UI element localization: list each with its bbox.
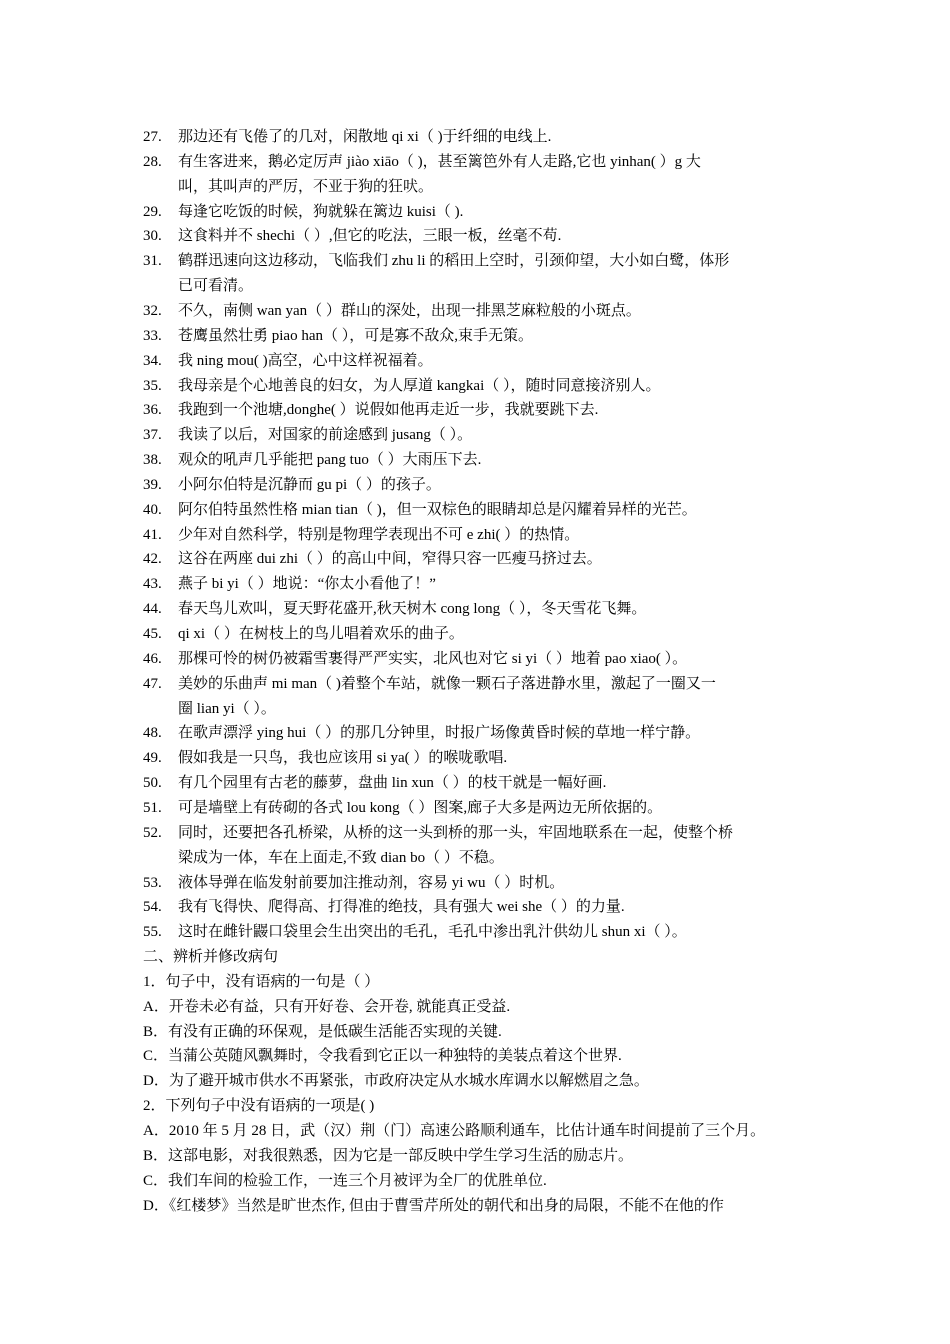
question-number: 35. bbox=[143, 378, 162, 394]
question-number: 52. bbox=[143, 825, 162, 841]
question-text-continued: 叫，其叫声的严厉，不亚于狗的狂吠。 bbox=[178, 179, 434, 195]
question-text: 燕子 bi yi（ ）地说：“你太小看他了！” bbox=[178, 576, 436, 592]
question-text: 苍鹰虽然壮勇 piao han（ ），可是寡不敌众,束手无策。 bbox=[178, 328, 533, 344]
question-number: 31. bbox=[143, 253, 162, 269]
question-text: 这食料并不 shechi（ ）,但它的吃法，三眼一板，丝毫不苟. bbox=[178, 228, 562, 244]
question-number: 41. bbox=[143, 527, 162, 543]
question-text: 我跑到一个池塘,donghe( ）说假如他再走近一步，我就要跳下去. bbox=[178, 402, 599, 418]
question-text-continued: 圈 lian yi（ ）。 bbox=[178, 701, 276, 717]
question-text: 液体导弹在临发射前要加注推动剂，容易 yi wu（ ）时机。 bbox=[178, 875, 565, 891]
question-text: 我母亲是个心地善良的妇女，为人厚道 kangkai（ ），随时同意接济别人。 bbox=[178, 378, 661, 394]
question-number: 44. bbox=[143, 601, 162, 617]
question-number: 53. bbox=[143, 875, 162, 891]
answer-option: B．这部电影，对我很熟悉，因为它是一部反映中学生学习生活的励志片。 bbox=[143, 1148, 634, 1164]
question-text: 这谷在两座 dui zhi（ ）的高山中间，窄得只容一匹瘦马挤过去。 bbox=[178, 551, 602, 567]
answer-option: C．当蒲公英随风飘舞时，令我看到它正以一种独特的美装点着这个世界. bbox=[143, 1048, 622, 1064]
question-number: 42. bbox=[143, 551, 162, 567]
answer-option: A．2010 年 5 月 28 日，武（汉）荆（门）高速公路顺利通车，比估计通车时间提前了三个月。 bbox=[143, 1123, 766, 1139]
question-text: 这时在雌针鼹口袋里会生出突出的毛孔，毛孔中渗出乳汁供幼儿 shun xi（ ）。 bbox=[178, 924, 687, 940]
question-number: 46. bbox=[143, 651, 162, 667]
question-number: 28. bbox=[143, 154, 162, 170]
answer-option: D．《红楼梦》当然是旷世杰作, 但由于曹雪芹所处的朝代和出身的局限，不能不在他的作 bbox=[143, 1198, 724, 1214]
question-text: 春天鸟儿欢叫，夏天野花盛开,秋天树木 cong long（ ），冬天雪花飞舞。 bbox=[178, 601, 647, 617]
question-number: 38. bbox=[143, 452, 162, 468]
question-text: 有生客进来，鹅必定厉声 jiào xiāo（ )，甚至篱笆外有人走路,它也 yinhan( ）g 大 bbox=[178, 154, 701, 170]
question-text: 阿尔伯特虽然性格 mian tian（ )，但一双棕色的眼睛却总是闪耀着异样的光芒。 bbox=[178, 502, 697, 518]
question-number: 29. bbox=[143, 204, 162, 220]
question-stem: 2．下列句子中没有语病的一项是( ) bbox=[143, 1098, 375, 1114]
question-text-continued: 梁成为一体，车在上面走,不致 dian bo（ ）不稳。 bbox=[178, 850, 504, 866]
section-heading: 二、辨析并修改病句 bbox=[143, 949, 279, 965]
answer-option: B．有没有正确的环保观，是低碳生活能否实现的关键. bbox=[143, 1024, 502, 1040]
question-text: 同时，还要把各孔桥梁，从桥的这一头到桥的那一头，牢固地联系在一起，使整个桥 bbox=[178, 825, 734, 841]
question-text: 假如我是一只鸟，我也应该用 si ya( ）的喉咙歌唱. bbox=[178, 750, 508, 766]
question-text: 有几个园里有古老的藤萝，盘曲 lin xun（ ）的枝干就是一幅好画. bbox=[178, 775, 607, 791]
question-number: 40. bbox=[143, 502, 162, 518]
question-number: 49. bbox=[143, 750, 162, 766]
question-number: 32. bbox=[143, 303, 162, 319]
question-text: 不久，南侧 wan yan（ ）群山的深处，出现一排黑芝麻粒般的小斑点。 bbox=[178, 303, 641, 319]
question-text: 每逢它吃饭的时候，狗就躲在篱边 kuisi（ ). bbox=[178, 204, 464, 220]
question-number: 30. bbox=[143, 228, 162, 244]
question-number: 36. bbox=[143, 402, 162, 418]
question-number: 47. bbox=[143, 676, 162, 692]
question-number: 37. bbox=[143, 427, 162, 443]
answer-option: A．开卷未必有益，只有开好卷、会开卷, 就能真正受益. bbox=[143, 999, 511, 1015]
question-number: 50. bbox=[143, 775, 162, 791]
question-text: 少年对自然科学，特别是物理学表现出不可 e zhi( ）的热情。 bbox=[178, 527, 580, 543]
question-number: 54. bbox=[143, 899, 162, 915]
question-text: 小阿尔伯特是沉静而 gu pi（ ）的孩子。 bbox=[178, 477, 441, 493]
question-text: 那边还有飞倦了的几对，闲散地 qi xi（ )于纤细的电线上. bbox=[178, 129, 552, 145]
question-text: 观众的吼声几乎能把 pang tuo（ ）大雨压下去. bbox=[178, 452, 482, 468]
question-text: qi xi（ ）在树枝上的鸟儿唱着欢乐的曲子。 bbox=[178, 626, 464, 642]
question-number: 45. bbox=[143, 626, 162, 642]
question-text: 那棵可怜的树仍被霜雪裹得严严实实，北风也对它 si yi（ ）地着 pao xiao( ）。 bbox=[178, 651, 688, 667]
question-number: 55. bbox=[143, 924, 162, 940]
answer-option: D．为了避开城市供水不再紧张，市政府决定从水城水库调水以解燃眉之急。 bbox=[143, 1073, 649, 1089]
question-text: 我读了以后，对国家的前途感到 jusang（ ）。 bbox=[178, 427, 473, 443]
question-text: 在歌声漂浮 ying hui（ ）的那几分钟里，时报广场像黄昏时候的草地一样宁静。 bbox=[178, 725, 701, 741]
answer-option: C．我们车间的检验工作，一连三个月被评为全厂的优胜单位. bbox=[143, 1173, 547, 1189]
question-number: 34. bbox=[143, 353, 162, 369]
question-number: 43. bbox=[143, 576, 162, 592]
question-number: 48. bbox=[143, 725, 162, 741]
question-number: 27. bbox=[143, 129, 162, 145]
question-text: 我有飞得快、爬得高、打得准的绝技，具有强大 wei she（ ）的力量. bbox=[178, 899, 625, 915]
question-number: 33. bbox=[143, 328, 162, 344]
question-text: 美妙的乐曲声 mi man（ )着整个车站，就像一颗石子落进静水里，激起了一圈又一 bbox=[178, 676, 716, 692]
question-stem: 1．句子中，没有语病的一句是（ ） bbox=[143, 974, 380, 990]
question-text-continued: 已可看清。 bbox=[178, 278, 254, 294]
question-text: 鹤群迅速向这边移动，飞临我们 zhu li 的稻田上空时，引颈仰望，大小如白鹭，体形 bbox=[178, 253, 730, 269]
question-text: 我 ning mou( )高空，心中这样祝福着。 bbox=[178, 353, 433, 369]
question-text: 可是墙壁上有砖砌的各式 lou kong（ ）图案,廊子大多是两边无所依据的。 bbox=[178, 800, 663, 816]
question-number: 39. bbox=[143, 477, 162, 493]
question-number: 51. bbox=[143, 800, 162, 816]
